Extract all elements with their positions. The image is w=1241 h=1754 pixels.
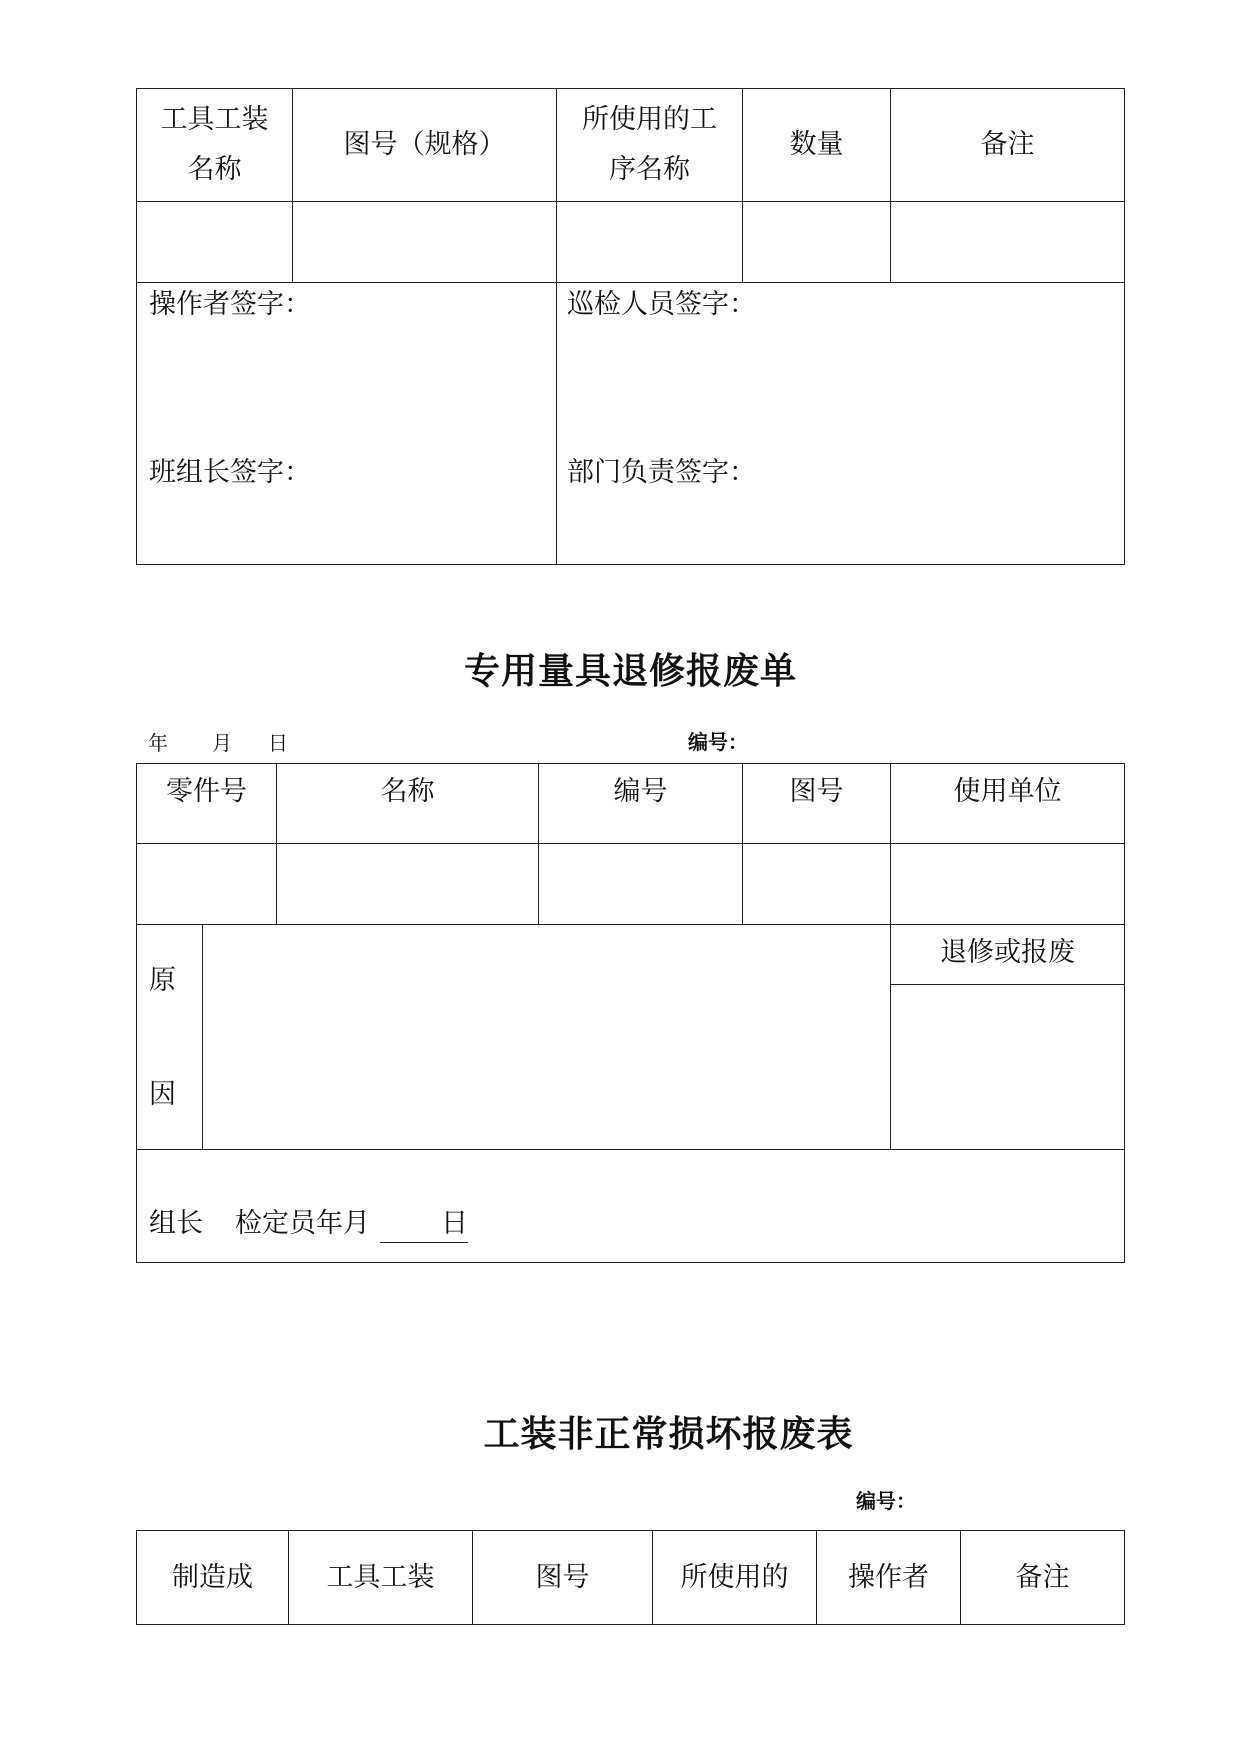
date-day: 日 bbox=[268, 731, 288, 755]
remarks-field[interactable] bbox=[891, 202, 1125, 283]
part-number-field[interactable] bbox=[137, 844, 277, 925]
header-name: 名称 bbox=[277, 764, 539, 844]
header-tooling: 工具工装 bbox=[289, 1531, 473, 1625]
form3-number-label: 编号： bbox=[856, 1489, 916, 1513]
inspector-sign-label: 巡检人员签字： bbox=[567, 289, 756, 320]
process-name-field[interactable] bbox=[557, 202, 743, 283]
reason-label-2: 因 bbox=[149, 1079, 176, 1110]
gauge-repair-scrap-table bbox=[136, 763, 1125, 1263]
header-part-number: 零件号 bbox=[137, 764, 277, 844]
name-field[interactable] bbox=[277, 844, 539, 925]
form2-footer-cell bbox=[137, 1150, 1125, 1263]
footer-day-label: 日 bbox=[441, 1208, 468, 1239]
reason-label-cell bbox=[137, 925, 203, 1150]
header-user-unit: 使用单位 bbox=[891, 764, 1125, 844]
header-drawing-no: 图号 bbox=[743, 764, 891, 844]
header-operator: 操作者 bbox=[817, 1531, 961, 1625]
header-remarks-3: 备注 bbox=[961, 1531, 1125, 1625]
header-drawing: 图号 bbox=[473, 1531, 653, 1625]
footer-inspector-label: 检定员年月 bbox=[235, 1208, 370, 1239]
quantity-field[interactable] bbox=[743, 202, 891, 283]
form2-number-label: 编号： bbox=[688, 730, 748, 754]
team-leader-sign-label: 班组长签字： bbox=[149, 457, 311, 488]
tooling-table bbox=[136, 88, 1125, 565]
reason-label-1: 原 bbox=[149, 965, 176, 996]
tooling-damage-scrap-table bbox=[136, 1530, 1125, 1625]
repair-or-scrap-field[interactable] bbox=[891, 985, 1125, 1150]
header-serial: 编号 bbox=[539, 764, 743, 844]
header-drawing-spec: 图号（规格） bbox=[293, 89, 557, 202]
left-signature-cell[interactable] bbox=[137, 283, 557, 565]
serial-field[interactable] bbox=[539, 844, 743, 925]
form3-title: 工装非正常损坏报废表 bbox=[483, 1414, 854, 1455]
footer-leader-label: 组长 bbox=[149, 1208, 203, 1239]
header-caused-by: 制造成 bbox=[137, 1531, 289, 1625]
date-month: 月 bbox=[212, 731, 232, 755]
header-remarks: 备注 bbox=[891, 89, 1125, 202]
header-quantity: 数量 bbox=[743, 89, 891, 202]
header-process-name: 所使用的工 序名称 bbox=[557, 89, 743, 202]
right-signature-cell[interactable] bbox=[557, 283, 1125, 565]
reason-field[interactable] bbox=[203, 925, 891, 1150]
tool-name-field[interactable] bbox=[137, 202, 293, 283]
form2-title: 专用量具退修报废单 bbox=[463, 651, 797, 692]
date-year: 年 bbox=[148, 731, 168, 755]
header-used: 所使用的 bbox=[653, 1531, 817, 1625]
header-tool-name: 工具工装 名称 bbox=[137, 89, 293, 202]
drawing-spec-field[interactable] bbox=[293, 202, 557, 283]
operator-sign-label: 操作者签字： bbox=[149, 289, 311, 320]
drawing-no-field[interactable] bbox=[743, 844, 891, 925]
dept-head-sign-label: 部门负责签字： bbox=[567, 457, 756, 488]
repair-or-scrap-label: 退修或报废 bbox=[891, 925, 1125, 985]
user-unit-field[interactable] bbox=[891, 844, 1125, 925]
